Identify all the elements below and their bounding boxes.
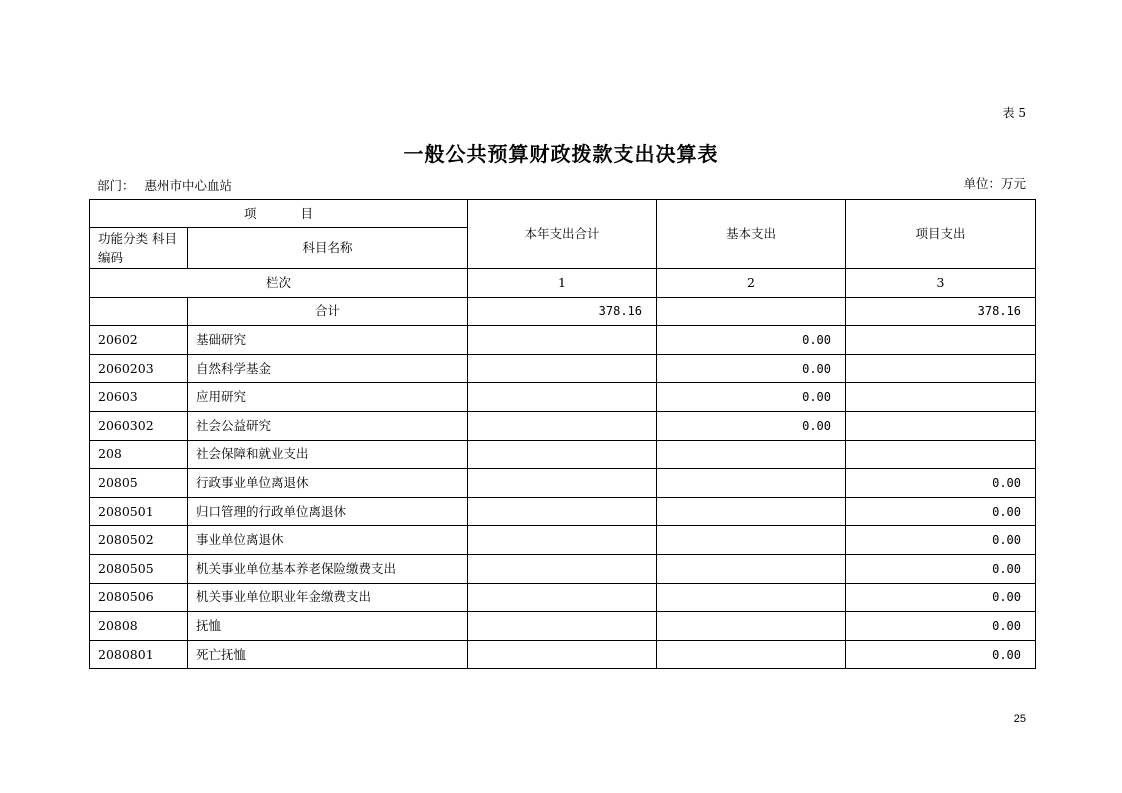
total-row — [90, 297, 1036, 326]
row-name: 行政事业单位离退休 — [188, 469, 468, 498]
row-code: 2080502 — [90, 526, 188, 555]
row-basic — [657, 497, 846, 526]
total-label: 合计 — [188, 297, 468, 326]
row-basic: 0.00 — [657, 383, 846, 412]
row-total — [468, 354, 657, 383]
row-project — [846, 411, 1036, 440]
row-total — [468, 383, 657, 412]
header-total: 本年支出合计 — [468, 200, 657, 269]
table-row — [90, 612, 1036, 641]
row-basic — [657, 440, 846, 469]
table-row — [90, 469, 1036, 498]
row-total — [468, 640, 657, 669]
row-code: 20602 — [90, 326, 188, 355]
table-row — [90, 383, 1036, 412]
department-value: 惠州市中心血站 — [144, 178, 233, 193]
total-basic — [657, 297, 846, 326]
page-number: 25 — [1013, 713, 1026, 725]
row-basic — [657, 612, 846, 641]
table-row — [90, 583, 1036, 612]
row-name: 社会公益研究 — [188, 411, 468, 440]
row-project: 0.00 — [846, 640, 1036, 669]
row-name: 归口管理的行政单位离退休 — [188, 497, 468, 526]
row-code: 2060203 — [90, 354, 188, 383]
row-code: 2080506 — [90, 583, 188, 612]
row-total — [468, 554, 657, 583]
table-row — [90, 497, 1036, 526]
header-subject-name: 科目名称 — [188, 228, 468, 269]
row-project: 0.00 — [846, 497, 1036, 526]
row-basic — [657, 526, 846, 555]
row-total — [468, 440, 657, 469]
row-project: 0.00 — [846, 554, 1036, 583]
table-row — [90, 411, 1036, 440]
total-code — [90, 297, 188, 326]
row-code: 2080801 — [90, 640, 188, 669]
row-project — [846, 326, 1036, 355]
row-total — [468, 526, 657, 555]
row-project: 0.00 — [846, 526, 1036, 555]
row-code: 20808 — [90, 612, 188, 641]
row-basic: 0.00 — [657, 411, 846, 440]
row-project: 0.00 — [846, 469, 1036, 498]
header-row-1 — [90, 200, 1036, 228]
total-project: 378.16 — [846, 297, 1036, 326]
index-label: 栏次 — [90, 269, 468, 298]
index-1: 1 — [468, 269, 657, 298]
row-project: 0.00 — [846, 612, 1036, 641]
row-total — [468, 497, 657, 526]
row-basic — [657, 583, 846, 612]
index-3: 3 — [846, 269, 1036, 298]
unit-label: 单位：万元 — [963, 176, 1026, 191]
row-name: 应用研究 — [188, 383, 468, 412]
row-total — [468, 411, 657, 440]
row-code: 2080501 — [90, 497, 188, 526]
table-row — [90, 440, 1036, 469]
row-name: 事业单位离退休 — [188, 526, 468, 555]
header-func-code: 功能分类 科目编码 — [90, 228, 188, 269]
row-name: 机关事业单位职业年金缴费支出 — [188, 583, 468, 612]
index-row — [90, 269, 1036, 298]
row-code: 20805 — [90, 469, 188, 498]
total-total: 378.16 — [468, 297, 657, 326]
index-2: 2 — [657, 269, 846, 298]
row-project: 0.00 — [846, 583, 1036, 612]
row-name: 机关事业单位基本养老保险缴费支出 — [188, 554, 468, 583]
budget-table — [89, 199, 1036, 669]
row-basic — [657, 554, 846, 583]
row-project — [846, 354, 1036, 383]
row-code: 208 — [90, 440, 188, 469]
page-title: 一般公共预算财政拨款支出决算表 — [403, 142, 719, 166]
table-number: 表 5 — [1002, 106, 1026, 120]
row-total — [468, 469, 657, 498]
table-row — [90, 640, 1036, 669]
table-row — [90, 326, 1036, 355]
table-row — [90, 354, 1036, 383]
header-item: 项 目 — [90, 200, 468, 228]
row-basic — [657, 469, 846, 498]
row-name: 自然科学基金 — [188, 354, 468, 383]
row-project — [846, 383, 1036, 412]
row-name: 死亡抚恤 — [188, 640, 468, 669]
row-name: 基础研究 — [188, 326, 468, 355]
row-total — [468, 583, 657, 612]
row-name: 抚恤 — [188, 612, 468, 641]
row-project — [846, 440, 1036, 469]
header-project: 项目支出 — [846, 200, 1036, 269]
department-line — [97, 176, 232, 194]
table-row — [90, 554, 1036, 583]
row-code: 2080505 — [90, 554, 188, 583]
row-name: 社会保障和就业支出 — [188, 440, 468, 469]
row-code: 2060302 — [90, 411, 188, 440]
row-basic: 0.00 — [657, 326, 846, 355]
row-basic: 0.00 — [657, 354, 846, 383]
header-basic: 基本支出 — [657, 200, 846, 269]
row-total — [468, 326, 657, 355]
row-basic — [657, 640, 846, 669]
row-total — [468, 612, 657, 641]
department-label: 部门： — [97, 178, 135, 193]
table-row — [90, 526, 1036, 555]
row-code: 20603 — [90, 383, 188, 412]
